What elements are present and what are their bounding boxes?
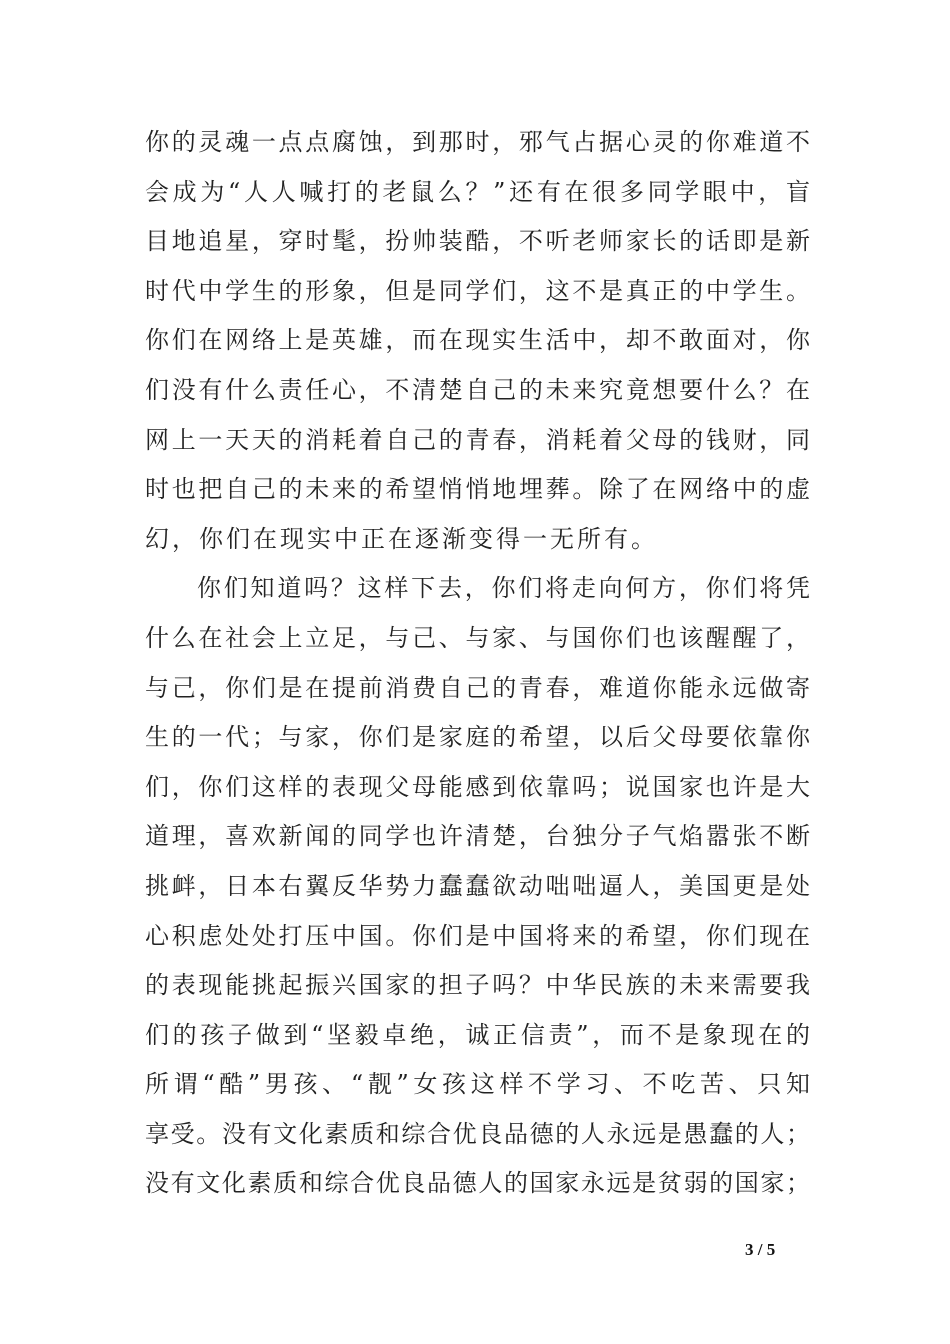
text-line: 们，你们这样的表现父母能感到依靠吗；说国家也许是大 — [145, 772, 810, 801]
page-number: 3 / 5 — [745, 1240, 776, 1259]
text-line: 网上一天天的消耗着自己的青春，消耗着父母的钱财，同 — [145, 425, 810, 454]
text-line: 你们知道吗？这样下去，你们将走向何方，你们将凭 — [197, 574, 810, 603]
text-line: 们没有什么责任心，不清楚自己的未来究竟想要什么？在 — [145, 375, 810, 404]
text-line: 享受。没有文化素质和综合优良品德的人永远是愚蠢的人； — [145, 1119, 810, 1148]
text-line: 目地追星，穿时髦，扮帅装酷，不听老师家长的话即是新 — [145, 227, 810, 256]
text-line: 你们在网络上是英雄，而在现实生活中，却不敢面对，你 — [145, 326, 810, 355]
text-line: 生的一代；与家，你们是家庭的希望，以后父母要依靠你 — [145, 723, 810, 752]
text-line: 会成为“人人喊打的老鼠么？”还有在很多同学眼中，盲 — [145, 177, 810, 206]
text-line: 道理，喜欢新闻的同学也许清楚，台独分子气焰嚣张不断 — [145, 822, 810, 851]
paragraph — [145, 118, 810, 564]
text-line: 与己，你们是在提前消费自己的青春，难道你能永远做寄 — [145, 673, 810, 702]
paragraph — [145, 564, 810, 1209]
text-line: 没有文化素质和综合优良品德人的国家永远是贫弱的国家； — [145, 1169, 810, 1198]
text-line: 时代中学生的形象，但是同学们，这不是真正的中学生。 — [145, 276, 810, 305]
text-line: 所谓“酷”男孩、“靓”女孩这样不学习、不吃苦、只知 — [145, 1070, 810, 1099]
text-line: 幻，你们在现实中正在逐渐变得一无所有。 — [145, 524, 658, 553]
text-line: 你的灵魂一点点腐蚀，到那时，邪气占据心灵的你难道不 — [145, 128, 810, 156]
text-line: 时也把自己的未来的希望悄悄地埋葬。除了在网络中的虚 — [145, 475, 810, 504]
text-line: 心积虑处处打压中国。你们是中国将来的希望，你们现在 — [145, 921, 810, 950]
text-line: 的表现能挑起振兴国家的担子吗？中华民族的未来需要我 — [145, 971, 810, 1000]
body-text — [145, 118, 810, 1209]
text-line: 们的孩子做到“坚毅卓绝，诚正信责”，而不是象现在的 — [145, 1020, 810, 1049]
text-line: 挑衅，日本右翼反华势力蠢蠢欲动咄咄逼人，美国更是处 — [145, 871, 810, 900]
text-line: 什么在社会上立足，与己、与家、与国你们也该醒醒了， — [145, 623, 810, 652]
